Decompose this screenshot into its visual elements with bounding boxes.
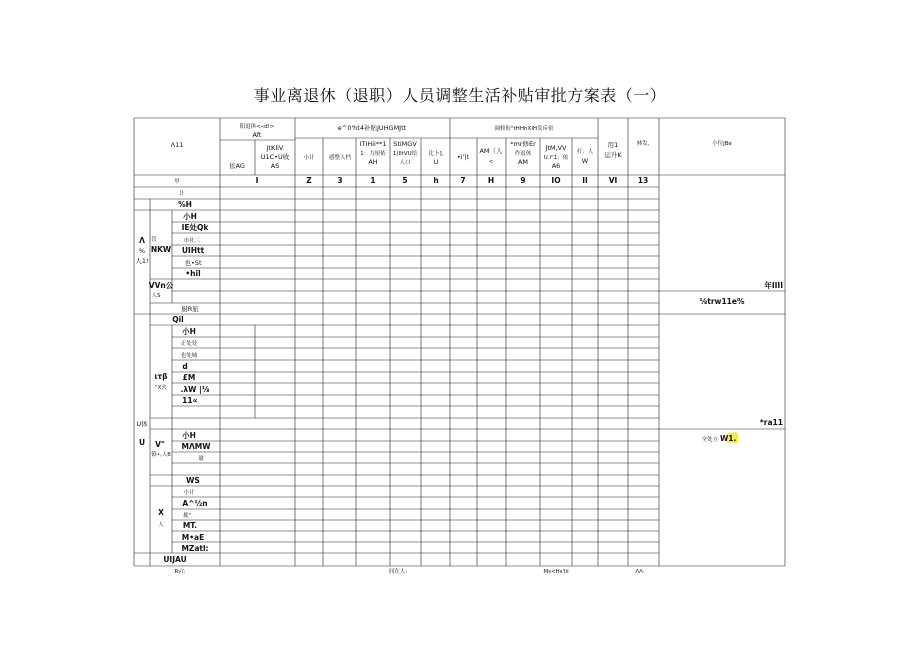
list-item: MΛMW bbox=[181, 442, 211, 451]
header-col2-sub-a: 小计 bbox=[303, 155, 315, 161]
group-b-sub3: X bbox=[158, 508, 164, 517]
right-note-1: 年IIII bbox=[764, 281, 783, 290]
header-col5: 林发, bbox=[636, 141, 650, 147]
footer-a: R√/: bbox=[174, 569, 186, 575]
header-col3-sub-e2: W bbox=[581, 157, 589, 165]
header-col6: 小位JBe bbox=[712, 141, 732, 147]
header-col3-sub-b1: AM（人 bbox=[479, 147, 503, 155]
group-b-last: UIJAU bbox=[163, 555, 187, 564]
list-item: 11∝ bbox=[182, 396, 198, 405]
group-b-sub2-items bbox=[181, 430, 211, 485]
list-item: M•aE bbox=[181, 533, 205, 542]
header-col1-top2: Aft bbox=[252, 131, 262, 139]
list-item: 小H bbox=[183, 212, 197, 221]
list-item: 正处处 bbox=[180, 341, 198, 347]
header-col4-a: 用1 bbox=[607, 141, 619, 149]
header-col2-sub-c3: AH bbox=[368, 158, 378, 166]
list-item: 小计 bbox=[183, 490, 195, 496]
list-item: UIHtt bbox=[181, 246, 205, 255]
header-col3-sub-a: •i'|t bbox=[456, 153, 470, 161]
group-b-sub3-items bbox=[181, 488, 208, 553]
header-col2-sub-c1: ITIHii**1 bbox=[359, 140, 387, 148]
index-cell: 3 bbox=[337, 176, 343, 185]
header-col2-sub-e1: 比卜], bbox=[428, 151, 444, 157]
header-col1-sub-b3: AS bbox=[270, 162, 280, 170]
group-a-mid: NKW bbox=[150, 245, 172, 254]
header-col4-b: 运升K bbox=[604, 151, 622, 159]
list-item: 拢" bbox=[182, 513, 192, 519]
header-col1-sub-a: 依AG bbox=[229, 162, 245, 170]
index-cell: I bbox=[255, 176, 259, 185]
header-col3-sub-c3: AM bbox=[517, 158, 529, 166]
group-a-mid: 管 bbox=[151, 237, 157, 243]
right-note-4-highlight: W1. bbox=[720, 434, 737, 443]
header-col3-sub-d2: U.I"1：依 bbox=[543, 155, 569, 161]
header-col3-sub-e1: 打：人 bbox=[576, 149, 594, 155]
index-cell: Z bbox=[306, 176, 312, 185]
header-col3-sub-b2: < bbox=[488, 159, 494, 165]
group-a-mid2: VVn公 bbox=[148, 281, 174, 290]
header-col1-sub-b2: U1C•U收 bbox=[260, 153, 290, 161]
index-cell: IO bbox=[551, 176, 561, 185]
header-col2-sub-e2: U bbox=[433, 158, 439, 166]
group-a-title: %H bbox=[178, 200, 192, 209]
list-item: A^½n bbox=[182, 499, 208, 508]
list-item: 小H bbox=[182, 327, 196, 336]
header-a11: Λ11 bbox=[170, 141, 184, 149]
total-label: 计 bbox=[179, 191, 185, 197]
group-b-sub2: 镇•,人8 bbox=[151, 452, 171, 458]
list-item: 也处城 bbox=[180, 353, 198, 359]
header-col2-sub-d3: 人口 bbox=[399, 160, 411, 166]
group-b-sub3: 人 bbox=[158, 522, 164, 528]
index-cell: 甲 bbox=[174, 179, 180, 185]
footer-b: 间在人: bbox=[388, 569, 408, 575]
list-item: d bbox=[182, 362, 188, 371]
header-col2-sub-d2: 1)IltVU给 bbox=[392, 151, 418, 157]
header-col2-sub-b: 感整人档 bbox=[328, 155, 352, 161]
header-col1-top: 阳退休<«d!> bbox=[239, 124, 275, 130]
group-a-mid2: 人S bbox=[151, 293, 161, 299]
index-cell: VI bbox=[608, 176, 618, 185]
list-item: .λW |⅛ bbox=[180, 385, 210, 394]
group-b-outer-bottom: U bbox=[138, 438, 146, 447]
index-cell: 5 bbox=[402, 176, 408, 185]
header-col3-sub-c1: *mr修Er bbox=[510, 140, 536, 148]
table-grid bbox=[134, 118, 785, 566]
list-item: 市社二 bbox=[183, 238, 201, 244]
header-col3-top: 调修衔"tHHhXIH发斥密 bbox=[494, 126, 554, 132]
index-cell: 7 bbox=[460, 176, 466, 185]
list-item: 也•St bbox=[184, 259, 202, 267]
index-cell: 9 bbox=[520, 176, 526, 185]
list-item: IE处Qk bbox=[181, 223, 209, 232]
group-a-outer: Λ bbox=[139, 236, 145, 245]
page-title: 事业离退休（退职）人员调整生活补贴审批方案表（一） bbox=[253, 86, 667, 105]
header-col2-sub-c2: 1：力厘依 bbox=[360, 151, 386, 157]
index-cell: h bbox=[433, 176, 439, 185]
right-note-2: ⅛trw11e% bbox=[699, 297, 745, 306]
group-b-title: Qil bbox=[172, 315, 184, 324]
list-item: •hil bbox=[185, 269, 201, 278]
group-b-sub2: V" bbox=[155, 440, 165, 449]
list-item: 谕 bbox=[198, 456, 204, 462]
index-cell: II bbox=[582, 176, 588, 185]
header-col3-sub-d3: A6 bbox=[551, 162, 561, 170]
group-b-sub1-items bbox=[181, 326, 210, 405]
index-cell: 13 bbox=[637, 176, 649, 185]
list-item: WS bbox=[186, 476, 200, 485]
header-col2-top: e^0'ht4补贴JUHGMJtt bbox=[337, 124, 407, 132]
group-b-outer-top: U体 bbox=[136, 420, 148, 428]
right-note-4-prefix: 全处立 bbox=[701, 437, 718, 443]
index-cell: 1 bbox=[370, 176, 376, 185]
list-item: MZatl: bbox=[181, 544, 209, 553]
header-col3-sub-c2: 作退休 bbox=[514, 151, 532, 157]
header-col2-sub-d1: StiMGV bbox=[393, 140, 417, 148]
header-col3-sub-d1: JtM,VV bbox=[545, 144, 567, 152]
index-row bbox=[174, 176, 648, 185]
list-item: 小H bbox=[182, 431, 196, 440]
list-item: MT. bbox=[182, 521, 198, 530]
list-item: £M bbox=[182, 373, 196, 382]
right-note-3: *ra11 bbox=[759, 418, 783, 427]
footer-c: Ms<Hs'lii bbox=[543, 569, 569, 575]
group-a-last: 厨R旅 bbox=[181, 305, 199, 313]
index-cell: H bbox=[487, 176, 495, 185]
group-b-sub1: ιτβ bbox=[154, 372, 168, 381]
group-b-sub1: "X火 bbox=[155, 385, 167, 391]
header-col1-sub-b1: JtKliV bbox=[266, 144, 284, 152]
group-a-outer: % bbox=[138, 247, 146, 255]
footer-d: ΛΛ· bbox=[635, 569, 645, 575]
group-a-outer: 人1! bbox=[135, 257, 149, 265]
